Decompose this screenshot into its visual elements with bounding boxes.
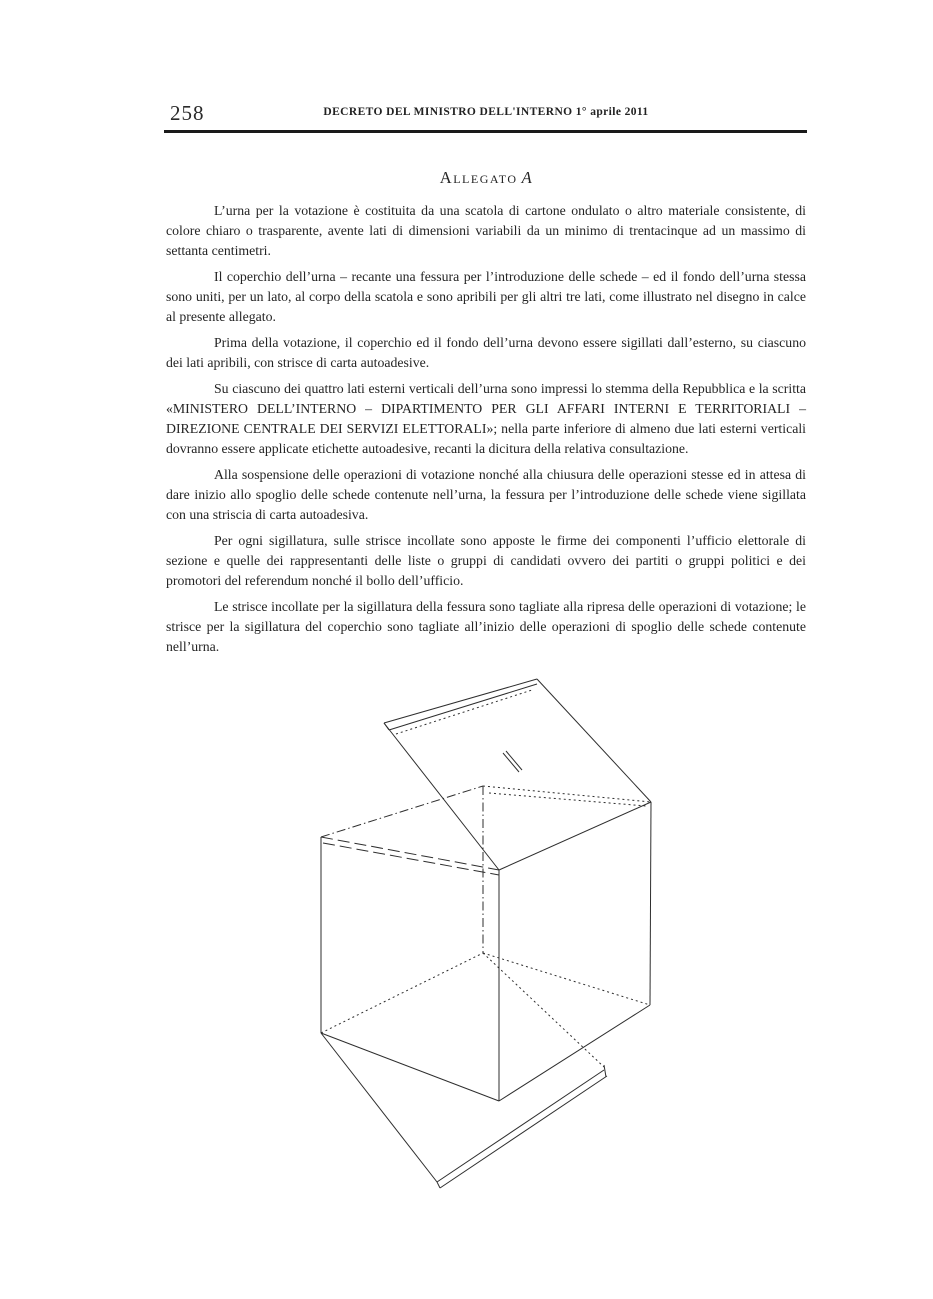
figure-line <box>321 786 483 837</box>
figure-line <box>323 843 499 875</box>
annex-title-word: Allegato <box>439 168 518 187</box>
document-body <box>166 168 806 657</box>
figure-line <box>437 1182 440 1188</box>
figure-line <box>321 953 483 1033</box>
ballot-box-figure <box>300 660 680 1205</box>
figure-line <box>396 690 532 734</box>
figure-line <box>384 679 537 723</box>
paragraph-scritte-lati-esterni: Su ciascuno dei quattro lati esterni verticali dell’urna sono impressi lo stemma della Repubblica e la scritta «MINISTERO DELL’INTERNO – DIPARTIMENTO PER GLI AFFARI INTERNI E TERRITORIALI – DIREZIONE CENTRALE DEI SERVIZI ELETTORALI»; nella parte inferiore di almeno due lati esterni verticali dovranno essere applicate etichette autoadesive, recanti la dicitura della relativa consultazione. <box>166 381 806 456</box>
page-number: 258 <box>170 101 205 125</box>
figure-line <box>384 723 499 870</box>
paragraph-taglio-strisce: Le strisce incollate per la sigillatura della fessura sono tagliate alla ripresa delle operazioni di votazione; le strisce per la sigillatura del coperchio sono tagliate all’inizio delle operazioni di spoglio delle schede contenute nell’urna. <box>166 599 806 654</box>
urna-wireframe-svg <box>300 660 680 1205</box>
figure-line <box>483 786 651 802</box>
header-rule <box>164 130 807 133</box>
paragraph-coperchio-fondo: Il coperchio dell’urna – recante una fessura per l’introduzione delle schede – ed il fondo dell’urna stessa sono uniti, per un lato, al corpo della scatola e sono apribili per gli altri tre lati, come illustrato nel disegno in calce al presente allegato. <box>166 269 806 324</box>
figure-line <box>650 802 651 1005</box>
figure-line <box>503 753 519 772</box>
figure-line <box>483 953 650 1005</box>
paragraph-urna-materiale: L’urna per la votazione è costituita da una scatola di cartone ondulato o altro materiale consistente, di colore chiaro o trasparente, avente lati di dimensioni variabili da un minimo di trentacinque ad un massimo di settanta centimetri. <box>166 203 806 258</box>
figure-line <box>440 1076 607 1188</box>
annex-title <box>166 168 806 188</box>
paragraph-sospensione-operazioni: Alla sospensione delle operazioni di votazione nonché alla chiusura delle operazioni stesse ed in attesa di dare inizio allo spoglio delle schede contenute nell’urna, la fessura per l’introduzione delle schede viene sigillata con una striscia di carta autoadesiva. <box>166 467 806 522</box>
paragraph-sigilli-prima-votazione: Prima della votazione, il coperchio ed il fondo dell’urna devono essere sigillati dall’esterno, su ciascuno dei lati apribili, con strisce di carta autoadesive. <box>166 335 806 370</box>
figure-line <box>604 1065 606 1077</box>
figure-line <box>506 751 522 770</box>
figure-line <box>499 1005 650 1101</box>
figure-line <box>321 837 499 870</box>
running-header: DECRETO DEL MINISTRO DELL'INTERNO 1° aprile 2011 <box>323 106 649 118</box>
paragraph-firme-sigillatura: Per ogni sigillatura, sulle strisce incollate sono apposte le firme dei componenti l’ufficio elettorale di sezione e quelle dei rappresentanti delle liste o gruppi di candidati ovvero dei partiti o gruppi politici e dei promotori del referendum nonché il bollo dell’ufficio. <box>166 533 806 588</box>
annex-title-letter: A <box>521 168 533 187</box>
figure-line <box>537 679 651 802</box>
figure-line <box>483 953 604 1067</box>
figure-line <box>389 684 537 730</box>
figure-line <box>499 802 651 870</box>
